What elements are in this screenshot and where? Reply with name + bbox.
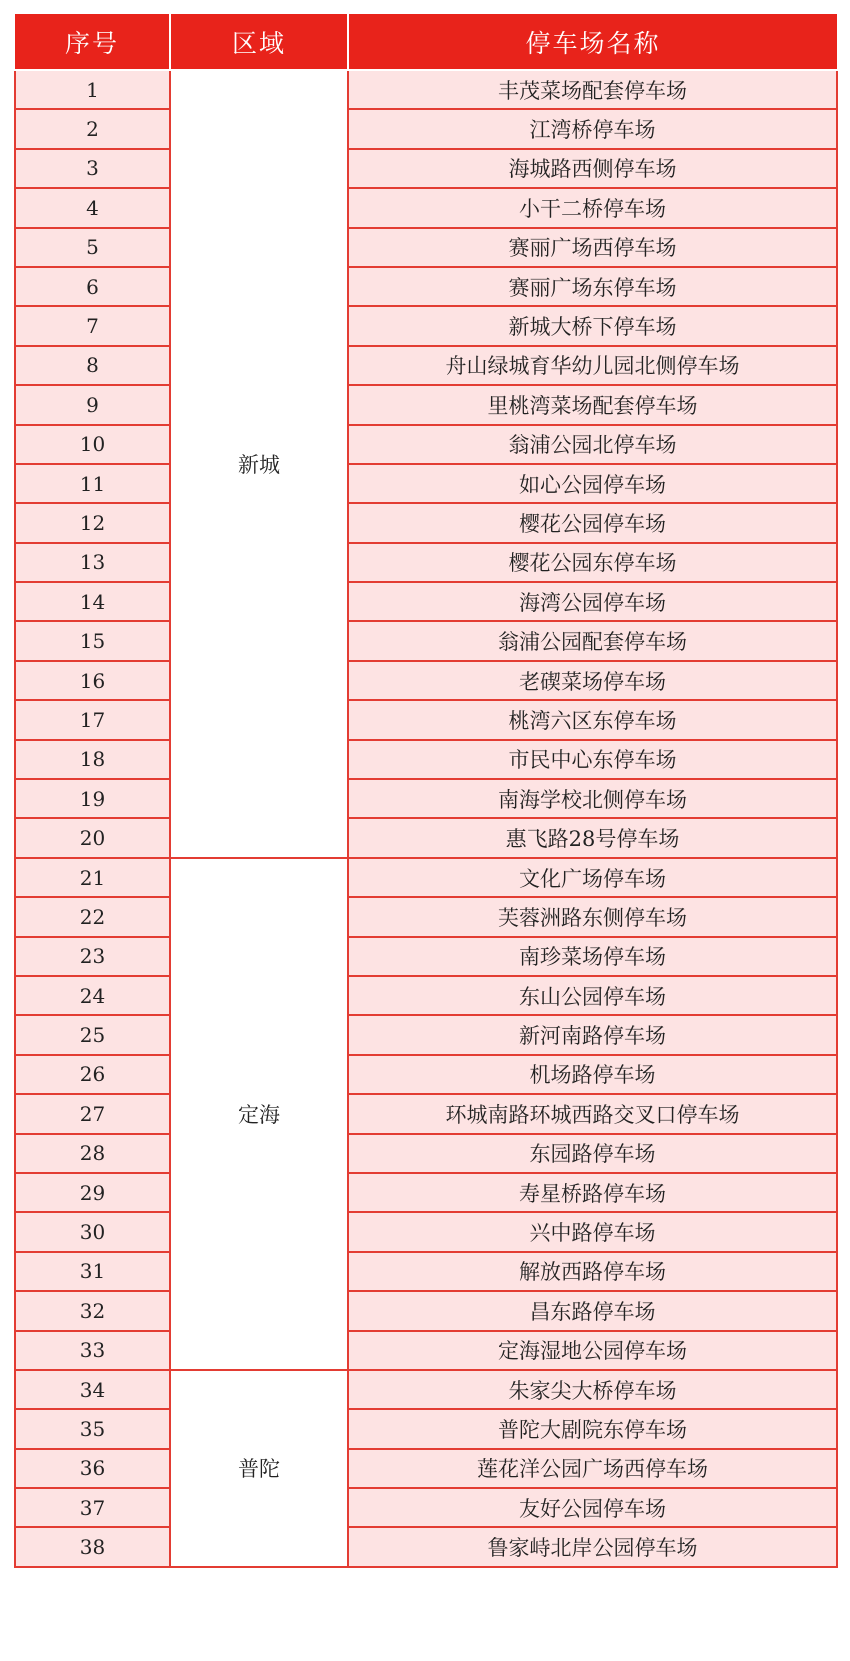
table-body xyxy=(15,70,837,1567)
table-row xyxy=(15,1015,837,1054)
serial-number-cell: 31 xyxy=(15,1252,170,1291)
parking-name-cell: 海湾公园停车场 xyxy=(348,582,837,621)
serial-number-cell: 33 xyxy=(15,1331,170,1370)
table-row xyxy=(15,1094,837,1133)
serial-number-cell: 38 xyxy=(15,1527,170,1566)
parking-name-cell: 江湾桥停车场 xyxy=(348,109,837,148)
parking-name-cell: 新城大桥下停车场 xyxy=(348,306,837,345)
serial-number-cell: 12 xyxy=(15,503,170,542)
parking-name-cell: 昌东路停车场 xyxy=(348,1291,837,1330)
table-row xyxy=(15,1488,837,1527)
serial-number-cell: 26 xyxy=(15,1055,170,1094)
parking-name-cell: 东山公园停车场 xyxy=(348,976,837,1015)
header-parking-name: 停车场名称 xyxy=(348,14,837,70)
table-row xyxy=(15,937,837,976)
serial-number-cell: 25 xyxy=(15,1015,170,1054)
serial-number-cell: 14 xyxy=(15,582,170,621)
parking-name-cell: 南海学校北侧停车场 xyxy=(348,779,837,818)
table-row xyxy=(15,1252,837,1291)
header-area: 区域 xyxy=(170,14,348,70)
parking-name-cell: 莲花洋公园广场西停车场 xyxy=(348,1449,837,1488)
table-row xyxy=(15,1527,837,1566)
table-row xyxy=(15,1134,837,1173)
serial-number-cell: 23 xyxy=(15,937,170,976)
table-row xyxy=(15,385,837,424)
serial-number-cell: 35 xyxy=(15,1409,170,1448)
serial-number-cell: 6 xyxy=(15,267,170,306)
parking-name-cell: 翁浦公园北停车场 xyxy=(348,425,837,464)
parking-name-cell: 机场路停车场 xyxy=(348,1055,837,1094)
serial-number-cell: 8 xyxy=(15,346,170,385)
serial-number-cell: 2 xyxy=(15,109,170,148)
parking-name-cell: 环城南路环城西路交叉口停车场 xyxy=(348,1094,837,1133)
parking-name-cell: 里桃湾菜场配套停车场 xyxy=(348,385,837,424)
table-row xyxy=(15,1370,837,1409)
parking-name-cell: 赛丽广场西停车场 xyxy=(348,228,837,267)
parking-name-cell: 新河南路停车场 xyxy=(348,1015,837,1054)
serial-number-cell: 22 xyxy=(15,897,170,936)
table-row xyxy=(15,1449,837,1488)
table-row xyxy=(15,346,837,385)
table-header xyxy=(15,14,837,70)
table-row xyxy=(15,779,837,818)
parking-name-cell: 老碶菜场停车场 xyxy=(348,661,837,700)
parking-name-cell: 翁浦公园配套停车场 xyxy=(348,621,837,660)
table-row xyxy=(15,503,837,542)
table-row xyxy=(15,582,837,621)
serial-number-cell: 15 xyxy=(15,621,170,660)
table-row xyxy=(15,228,837,267)
serial-number-cell: 32 xyxy=(15,1291,170,1330)
table-row xyxy=(15,267,837,306)
header-row xyxy=(15,14,837,70)
serial-number-cell: 36 xyxy=(15,1449,170,1488)
parking-name-cell: 桃湾六区东停车场 xyxy=(348,700,837,739)
serial-number-cell: 11 xyxy=(15,464,170,503)
serial-number-cell: 17 xyxy=(15,700,170,739)
parking-name-cell: 惠飞路28号停车场 xyxy=(348,818,837,857)
serial-number-cell: 24 xyxy=(15,976,170,1015)
serial-number-cell: 29 xyxy=(15,1173,170,1212)
serial-number-cell: 5 xyxy=(15,228,170,267)
parking-name-cell: 寿星桥路停车场 xyxy=(348,1173,837,1212)
serial-number-cell: 3 xyxy=(15,149,170,188)
parking-name-cell: 樱花公园停车场 xyxy=(348,503,837,542)
table-row xyxy=(15,1409,837,1448)
parking-name-cell: 朱家尖大桥停车场 xyxy=(348,1370,837,1409)
serial-number-cell: 1 xyxy=(15,70,170,109)
table-row xyxy=(15,149,837,188)
area-cell: 普陀 xyxy=(170,1370,348,1567)
serial-number-cell: 21 xyxy=(15,858,170,897)
parking-name-cell: 小干二桥停车场 xyxy=(348,188,837,227)
serial-number-cell: 4 xyxy=(15,188,170,227)
table-row xyxy=(15,976,837,1015)
serial-number-cell: 37 xyxy=(15,1488,170,1527)
serial-number-cell: 7 xyxy=(15,306,170,345)
table-row xyxy=(15,818,837,857)
parking-name-cell: 如心公园停车场 xyxy=(348,464,837,503)
table-row xyxy=(15,1291,837,1330)
serial-number-cell: 16 xyxy=(15,661,170,700)
parking-name-cell: 定海湿地公园停车场 xyxy=(348,1331,837,1370)
parking-lot-table xyxy=(14,14,838,1568)
table-row xyxy=(15,1055,837,1094)
table-row xyxy=(15,858,837,897)
table-row xyxy=(15,70,837,109)
parking-name-cell: 海城路西侧停车场 xyxy=(348,149,837,188)
parking-name-cell: 市民中心东停车场 xyxy=(348,740,837,779)
serial-number-cell: 13 xyxy=(15,543,170,582)
serial-number-cell: 34 xyxy=(15,1370,170,1409)
table-row xyxy=(15,188,837,227)
parking-name-cell: 赛丽广场东停车场 xyxy=(348,267,837,306)
table-row xyxy=(15,1212,837,1251)
serial-number-cell: 27 xyxy=(15,1094,170,1133)
parking-name-cell: 东园路停车场 xyxy=(348,1134,837,1173)
table-row xyxy=(15,661,837,700)
table-row xyxy=(15,740,837,779)
parking-name-cell: 南珍菜场停车场 xyxy=(348,937,837,976)
area-cell: 新城 xyxy=(170,70,348,858)
table-row xyxy=(15,109,837,148)
table-row xyxy=(15,1331,837,1370)
table-row xyxy=(15,1173,837,1212)
parking-name-cell: 普陀大剧院东停车场 xyxy=(348,1409,837,1448)
parking-table-container xyxy=(14,14,836,1568)
table-row xyxy=(15,621,837,660)
serial-number-cell: 9 xyxy=(15,385,170,424)
serial-number-cell: 19 xyxy=(15,779,170,818)
table-row xyxy=(15,543,837,582)
serial-number-cell: 28 xyxy=(15,1134,170,1173)
serial-number-cell: 18 xyxy=(15,740,170,779)
parking-name-cell: 樱花公园东停车场 xyxy=(348,543,837,582)
parking-name-cell: 舟山绿城育华幼儿园北侧停车场 xyxy=(348,346,837,385)
table-row xyxy=(15,464,837,503)
parking-name-cell: 鲁家峙北岸公园停车场 xyxy=(348,1527,837,1566)
header-serial-number: 序号 xyxy=(15,14,170,70)
serial-number-cell: 30 xyxy=(15,1212,170,1251)
parking-name-cell: 文化广场停车场 xyxy=(348,858,837,897)
parking-name-cell: 兴中路停车场 xyxy=(348,1212,837,1251)
parking-name-cell: 芙蓉洲路东侧停车场 xyxy=(348,897,837,936)
serial-number-cell: 10 xyxy=(15,425,170,464)
parking-name-cell: 解放西路停车场 xyxy=(348,1252,837,1291)
parking-name-cell: 丰茂菜场配套停车场 xyxy=(348,70,837,109)
table-row xyxy=(15,897,837,936)
area-cell: 定海 xyxy=(170,858,348,1370)
parking-name-cell: 友好公园停车场 xyxy=(348,1488,837,1527)
table-row xyxy=(15,700,837,739)
serial-number-cell: 20 xyxy=(15,818,170,857)
table-row xyxy=(15,306,837,345)
table-row xyxy=(15,425,837,464)
